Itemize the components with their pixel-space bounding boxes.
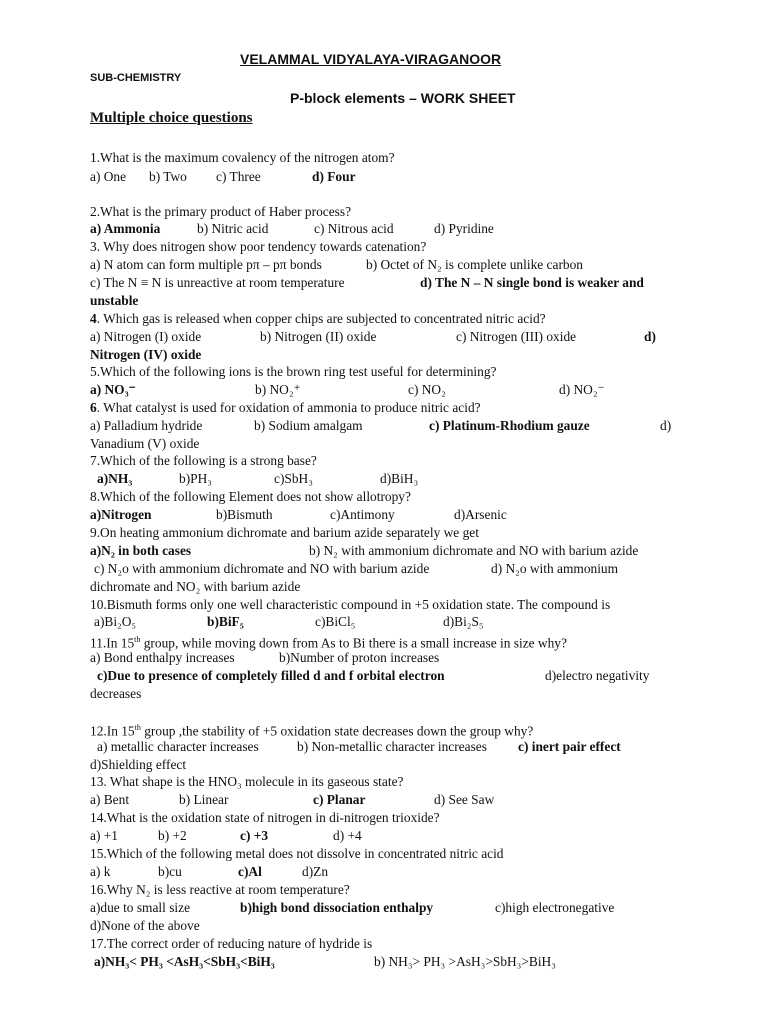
q12-text-end: group ,the stability of +5 oxidation state decreases down the group why? bbox=[140, 723, 534, 739]
question-15: 15.Which of the following metal does not dissolve in concentrated nitric acid bbox=[90, 846, 504, 861]
option-b: b) +2 bbox=[158, 828, 187, 843]
q12-text-start: 12.In 15 bbox=[90, 723, 135, 739]
option-c: c) Nitrogen (III) oxide bbox=[456, 329, 577, 344]
q11-option-d-cont: decreases bbox=[90, 686, 142, 701]
option-c-answer: c)Al bbox=[238, 864, 262, 879]
q11-sup: th bbox=[134, 635, 141, 644]
q11-text-start: 11.In 15 bbox=[90, 635, 135, 651]
question-1: 1.What is the maximum covalency of the nitrogen atom? bbox=[90, 150, 395, 165]
option-b: b) Sodium amalgam bbox=[254, 418, 363, 433]
option-b: b) NO₂⁺ bbox=[255, 382, 301, 397]
option-b: b)Bismuth bbox=[216, 507, 273, 522]
option-a: a) +1 bbox=[90, 828, 118, 843]
option-c-answer: c) Planar bbox=[313, 792, 366, 807]
option-c: c) Three bbox=[216, 169, 261, 184]
section-heading: Multiple choice questions bbox=[90, 110, 253, 126]
option-c: c)SbH₃ bbox=[274, 471, 313, 486]
option-b: b) NH₃> PH₃ >AsH₃>SbH₃>BiH₃ bbox=[374, 954, 556, 969]
option-b: b) Nitric acid bbox=[197, 221, 269, 236]
option-d: d) bbox=[660, 418, 672, 433]
question-16: 16.Why N₂ is less reactive at room temperature? bbox=[90, 882, 350, 897]
option-d: d)electro negativity bbox=[545, 668, 650, 683]
question-6 bbox=[90, 399, 481, 416]
option-a: a) Bond enthalpy increases bbox=[90, 650, 235, 665]
option-d-answer: d) Four bbox=[312, 169, 356, 184]
q9-option-d-cont: dichromate and NO₂ with barium azide bbox=[90, 579, 301, 594]
option-c: c)BiCl₅ bbox=[315, 614, 356, 629]
q4-option-d-cont: Nitrogen (IV) oxide bbox=[90, 347, 202, 362]
option-d: d)BiH₃ bbox=[380, 471, 419, 486]
question-3: 3. Why does nitrogen show poor tendency towards catenation? bbox=[90, 239, 427, 254]
question-9: 9.On heating ammonium dichromate and barium azide separately we get bbox=[90, 525, 479, 540]
option-b: b)cu bbox=[158, 864, 182, 879]
option-b: b) Two bbox=[149, 169, 187, 184]
q12-option-d: d)Shielding effect bbox=[90, 757, 187, 772]
option-c: c) NO₂ bbox=[408, 382, 446, 397]
option-c-answer: c) inert pair effect bbox=[518, 739, 621, 754]
q16-option-d: d)None of the above bbox=[90, 918, 200, 933]
q12-sup: th bbox=[134, 723, 141, 732]
option-a-answer: a)NH₃< PH₃ <AsH₃<SbH₃<BiH₃ bbox=[94, 954, 275, 969]
q4-text: . Which gas is released when copper chips are subjected to concentrated nitric acid? bbox=[96, 311, 546, 326]
subject-label: SUB-CHEMISTRY bbox=[90, 72, 182, 84]
option-a: a)Bi₂O₅ bbox=[94, 614, 137, 629]
option-b: b) Linear bbox=[179, 792, 229, 807]
option-b: b)Number of proton increases bbox=[279, 650, 440, 665]
q6-number: 6 bbox=[90, 400, 97, 415]
option-a: a) metallic character increases bbox=[97, 739, 259, 754]
option-c-answer: c) Platinum-Rhodium gauze bbox=[429, 418, 590, 433]
option-a-answer: a)NH₃ bbox=[97, 471, 133, 486]
option-a: a) One bbox=[90, 169, 127, 184]
option-a-answer: a)Nitrogen bbox=[90, 507, 152, 522]
option-c: c) Nitrous acid bbox=[314, 221, 394, 236]
option-d: d) Pyridine bbox=[434, 221, 494, 236]
question-10: 10.Bismuth forms only one well characteristic compound in +5 oxidation state. The compound is bbox=[90, 597, 611, 612]
option-d: d)Zn bbox=[302, 864, 329, 879]
option-b: b) Nitrogen (II) oxide bbox=[260, 329, 377, 344]
option-a-answer: a) Ammonia bbox=[90, 221, 161, 236]
option-a: a)due to small size bbox=[90, 900, 191, 915]
option-b-answer: b)high bond dissociation enthalpy bbox=[240, 900, 434, 915]
question-8: 8.Which of the following Element does not show allotropy? bbox=[90, 489, 411, 504]
option-c: c) N₂o with ammonium dichromate and NO with barium azide bbox=[94, 561, 430, 576]
q6-text: . What catalyst is used for oxidation of ammonia to produce nitric acid? bbox=[96, 400, 481, 415]
question-5: 5.Which of the following ions is the brown ring test useful for determining? bbox=[90, 364, 497, 379]
option-b: b) Non-metallic character increases bbox=[297, 739, 487, 754]
option-d: d) N₂o with ammonium bbox=[491, 561, 619, 576]
question-13: 13. What shape is the HNO₃ molecule in its gaseous state? bbox=[90, 774, 404, 789]
option-c-answer: c)Due to presence of completely filled d and f orbital electron bbox=[97, 668, 445, 683]
option-a-answer: a)N₂ in both cases bbox=[90, 543, 192, 558]
option-b-answer: b)BiF₅ bbox=[207, 614, 244, 629]
question-2: 2.What is the primary product of Haber process? bbox=[90, 204, 352, 219]
question-4 bbox=[90, 310, 546, 327]
option-d: d) +4 bbox=[333, 828, 362, 843]
question-17: 17.The correct order of reducing nature of hydride is bbox=[90, 936, 373, 951]
option-d: d)Bi₂S₅ bbox=[443, 614, 484, 629]
q4-number: 4 bbox=[90, 311, 97, 326]
question-14: 14.What is the oxidation state of nitrogen in di-nitrogen trioxide? bbox=[90, 810, 440, 825]
option-c-answer: c) +3 bbox=[240, 828, 269, 843]
option-d-answer: d) The N – N single bond is weaker and bbox=[420, 275, 644, 290]
option-b: b)PH₃ bbox=[179, 471, 212, 486]
q11-text-end: group, while moving down from As to Bi there is a small increase in size why? bbox=[140, 635, 567, 651]
option-a: a) Palladium hydride bbox=[90, 418, 203, 433]
option-a: a) k bbox=[90, 864, 111, 879]
option-d: d) See Saw bbox=[434, 792, 495, 807]
option-c: c)high electronegative bbox=[495, 900, 615, 915]
q6-option-d-cont: Vanadium (V) oxide bbox=[90, 436, 200, 451]
option-d-answer: d) bbox=[644, 329, 656, 344]
option-a: a) N atom can form multiple pπ – pπ bonds bbox=[90, 257, 322, 272]
worksheet-title: P-block elements – WORK SHEET bbox=[290, 90, 516, 106]
school-name: VELAMMAL VIDYALAYA-VIRAGANOOR bbox=[240, 51, 502, 67]
option-a-answer: a) NO₃⁻ bbox=[90, 382, 136, 397]
q3-option-d-cont: unstable bbox=[90, 293, 139, 308]
option-c: c) The N ≡ N is unreactive at room temperature bbox=[90, 275, 345, 290]
option-b: b) Octet of N₂ is complete unlike carbon bbox=[366, 257, 583, 272]
option-d: d)Arsenic bbox=[454, 507, 507, 522]
option-b: b) N₂ with ammonium dichromate and NO with barium azide bbox=[309, 543, 639, 558]
option-a: a) Bent bbox=[90, 792, 130, 807]
option-c: c)Antimony bbox=[330, 507, 395, 522]
option-a: a) Nitrogen (I) oxide bbox=[90, 329, 202, 344]
option-d: d) NO₂⁻ bbox=[559, 382, 605, 397]
question-7: 7.Which of the following is a strong base? bbox=[90, 453, 317, 468]
question-12 bbox=[90, 719, 533, 739]
